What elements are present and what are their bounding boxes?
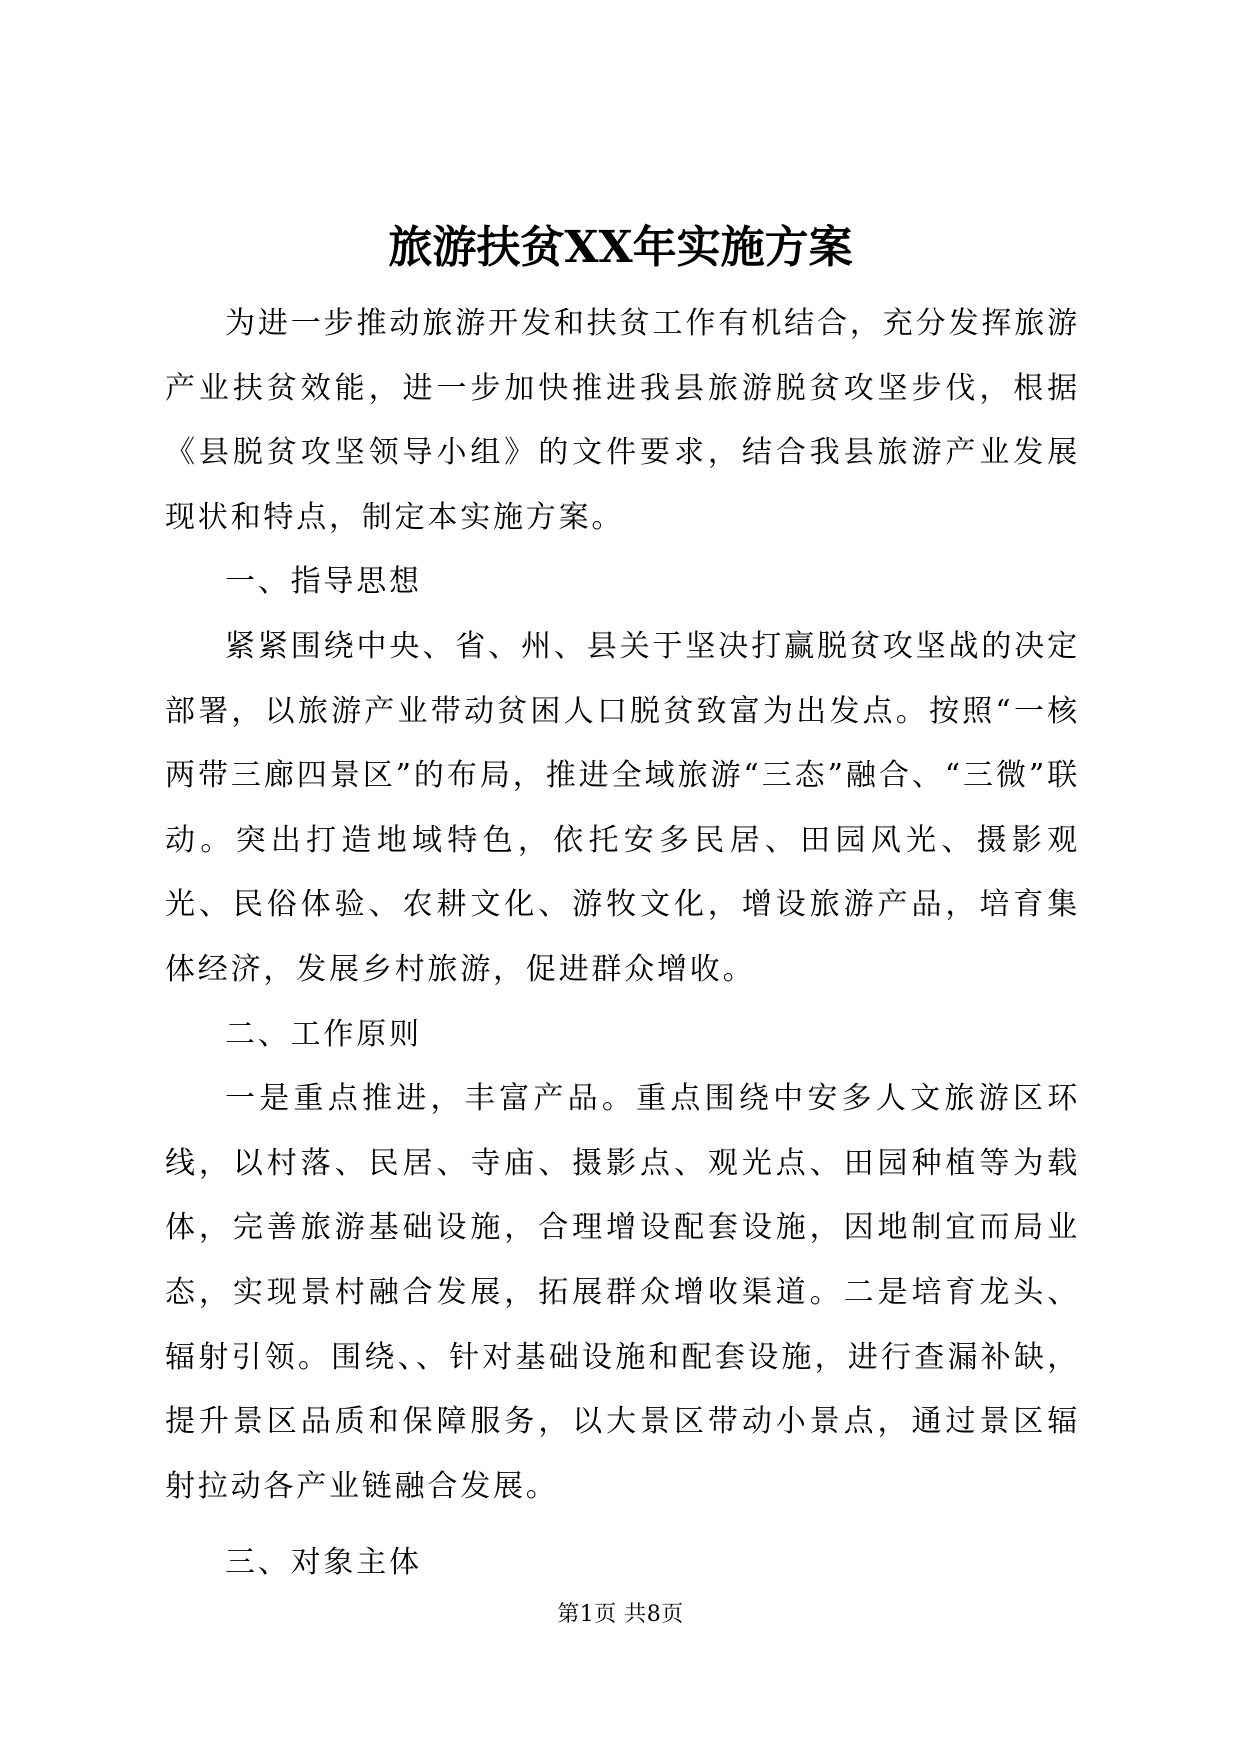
section-heading-target-subjects: 三、对象主体 [225,1545,422,1581]
section-heading-work-principles: 二、工作原则 [225,1016,422,1052]
work-principles-paragraph: 一是重点推进，丰富产品。重点围绕中安多人文旅游区环线，以村落、民居、寺庙、摄影点、观光点、田园种植等为载体，完善旅游基础设施，合理增设配套设施，因地制宜而局业态，实现景村融合发展，拓展群众增收渠道。二是培育龙头、辐射引领。围绕、、针对基础设施和配套设施，进行查漏补缺，提升景区品质和保障服务，以大景区带动小景点，通过景区辐射拉动各产业链融合发展。 [165,1081,1080,1504]
intro-paragraph: 为进一步推动旅游开发和扶贫工作有机结合，充分发挥旅游产业扶贫效能，进一步加快推进我县旅游脱贫攻坚步伐，根据《县脱贫攻坚领导小组》的文件要求，结合我县旅游产业发展现状和特点，制定本实施方案。 [165,306,1080,535]
document-title: 旅游扶贫XX年实施方案 [388,222,853,273]
page-number-footer: 第1页 共8页 [557,1602,684,1627]
section-heading-guiding-ideology: 一、指导思想 [225,564,422,600]
guiding-ideology-paragraph: 紧紧围绕中央、省、州、县关于坚决打赢脱贫攻坚战的决定部署，以旅游产业带动贫困人口脱贫致富为出发点。按照“一核两带三廊四景区”的布局，推进全域旅游“三态”融合、“三微”联动。突出打造地域特色，依托安多民居、田园风光、摄影观光、民俗体验、农耕文化、游牧文化，增设旅游产品，培育集体经济，发展乡村旅游，促进群众增收。 [165,628,1080,987]
document-body [165,292,1080,1596]
